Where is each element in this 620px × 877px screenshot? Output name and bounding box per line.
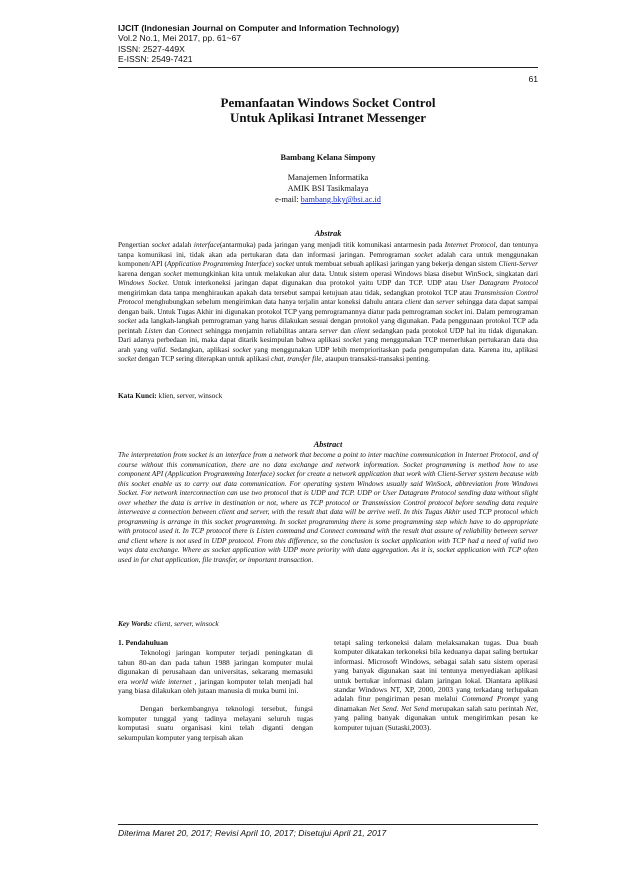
key-words bbox=[118, 619, 538, 629]
footer-divider bbox=[118, 824, 538, 825]
left-paragraph-2: Dengan berkembangnya teknologi tersebut, fungsi komputer tunggal yang tadinya melayani seluruh tugas komputasi suatu organisasi kini telah diganti dengan sekumpulan komputer yang terpisah akan bbox=[118, 704, 313, 742]
kata-kunci-text: klien, server, winsock bbox=[156, 391, 223, 400]
page-number: 61 bbox=[528, 74, 538, 84]
abstract-text: The interpretation from socket is an interface from a network that become a point to inter machine communication in Internet Protocol, and of course without this communication, there are no data exchange and network information. Socket programming is method how to use component API (Application Programming Interface) socket for create a network application that work with Client-Server system because with this socket enable us to carry out data communication. For operating system Windows usually said WinSock, abbreviation from Windows Socket. For network interconnection can use two protocol that is UDP and TCP. UDP or User Datagram Protocol sending data without slight over whether the data is arrive in destination or not, where as TCP protocol or Transmission Control protocol before sending data require interweave a connection between client and server, with the result that data will be arrive well. In this Tugas Akhir used TCP protocol which programming is arrange in this socket programming. In socket programming there is some programming step which have to do appropriate with protocol used it. In TCP protocol there is Listen command and Connect command with the result that assure of reliability between server and client where is not used in UDP protocol. From this difference, so the conclusion is socket application with TCP had a need of valid two ways data exchange. Where as socket application with UDP more priority with data aggregation. As it is, socket application with TCP often used in for chat application, file transfer, or important transaction. bbox=[118, 450, 538, 564]
title-line-2: Untuk Aplikasi Intranet Messenger bbox=[229, 110, 427, 125]
key-words-text: client, server, winsock bbox=[152, 619, 219, 628]
journal-header bbox=[118, 23, 538, 84]
paper-title bbox=[118, 95, 538, 125]
abstract-paragraph bbox=[118, 450, 538, 564]
received-dates: Diterima Maret 20, 2017; Revisi April 10, 2017; Disetujui April 21, 2017 bbox=[118, 828, 387, 838]
abstract-heading: Abstract bbox=[313, 440, 343, 449]
section-1-heading: 1. Pendahuluan bbox=[118, 638, 169, 647]
abstrak-paragraph: Pengertian socket adalah interface(antarmuka) pada jaringan yang menjadi titik komunikasi antarmesin pada Internet Protocol, dan tentunya tanpa komunikasi ini, tidak akan ada pertukaran data dan informasi jaringan. Pemrograman socket adalah cara untuk menggunakan komponen/API (Application Programming Interface) socket untuk membuat sebuah aplikasi jaringan yang bekerja dengan sistem Client-Server karena dengan socket memungkinkan kita untuk melakukan alur data. Untuk sistem operasi Windows biasa disebut WinSock, singkatan dari Windows Socket. Untuk interkoneksi jaringan dapat digunakan dua protokol yaitu UDP dan TCP. UDP atau User Datagram Protocol mengirimkan data tanpa menghiraukan apakah data tersebut sampai ketujuan atau tidak, sedangkan protokol TCP atau Transmission Control Protocol menghubungkan sebelum mengirimkan data hanya terjalin antar koneksi dahulu antara client dan server sehingga data dapat sampai dengan baik. Untuk Tugas Akhir ini digunakan protokol TCP yang pemrogramannya diatur pada pemrograman socket ini. Dalam pemrograman socket ada langkah-langkah pemrograman yang harus dilakukan sesuai dengan protokol yang digunakan. Pada penggunaan protokol TCP ada perintah Listen dan Connect sehingga menjamin reliabilitas antara server dan client sedangkan pada protokol UDP hal itu tidak digunakan. Dari adanya perbedaan ini, maka dapat ditarik kesimpulan bahwa aplikasi socket yang menggunakan TCP memerlukan pertukaran data dua arah yang valid. Sedangkan, aplikasi socket yang menggunakan UDP lebih memprioritaskan pada pengumpulan data. Karena itu, aplikasi socket dengan TCP sering diterapkan untuk aplikasi chat, transfer file, ataupun transaksi-transaksi penting. bbox=[118, 240, 539, 363]
journal-volume: Vol.2 No.1, Mei 2017, pp. 61~67 bbox=[118, 33, 242, 44]
email-label: e-mail: bbox=[275, 195, 301, 204]
title-line-1: Pemanfaatan Windows Socket Control bbox=[220, 95, 436, 110]
kata-kunci-label: Kata Kunci: bbox=[118, 391, 157, 400]
right-column bbox=[334, 638, 538, 732]
author-email-line bbox=[118, 194, 538, 205]
author-name: Bambang Kelana Simpony bbox=[280, 153, 376, 162]
author-institution: AMIK BSI Tasikmalaya bbox=[287, 184, 369, 193]
key-words-label: Key Words: bbox=[118, 619, 153, 628]
left-column bbox=[118, 638, 313, 742]
journal-issn: ISSN: 2527-449X bbox=[118, 43, 185, 54]
author-block bbox=[118, 152, 538, 205]
header-divider bbox=[118, 67, 538, 68]
right-paragraph-1: tetapi saling terkoneksi dalam melaksanakan tugas. Dua buah komputer dikatakan terkoneksi bila keduanya dapat saling bertukar informasi. Microsoft Windows, sebagai salah satu sistem operasi yang banyak digunakan saat ini tentunya menyediakan aplikasi untuk bertukar informasi dalam jaringan lokal. Diantara aplikasi standar Windows NT, XP, 2000, 2003 yang terkadang terlupakan adalah fitur pengiriman pesan melalui Command Prompt yang dinamakan Net Send. Net Send merupakan salah satu perintah Net, yang paling banyak digunakan untuk mengirimkan pesan ke komputer tujuan (Sutaski,2003). bbox=[334, 638, 539, 732]
kata-kunci bbox=[118, 391, 538, 401]
abstrak-heading: Abstrak bbox=[314, 229, 342, 238]
journal-eissn: E-ISSN: 2549-7421 bbox=[118, 53, 193, 64]
email-link[interactable]: bambang.bky@bsi.ac.id bbox=[300, 195, 381, 204]
left-paragraph-1: Teknologi jaringan komputer terjadi peningkatan di tahun 80-an dan pada tahun 1988 jaringan komputer mulai digunakan di perusahaan dan universitas, sekarang memasuki era world wide internet , jaringan komputer telah menjadi hal yang biasa dilakukan oleh jutaan manusia di muka bumi ini. bbox=[118, 648, 314, 696]
journal-name: IJCIT (Indonesian Journal on Computer and Information Technology) bbox=[118, 23, 400, 33]
author-dept: Manajemen Informatika bbox=[287, 173, 369, 182]
